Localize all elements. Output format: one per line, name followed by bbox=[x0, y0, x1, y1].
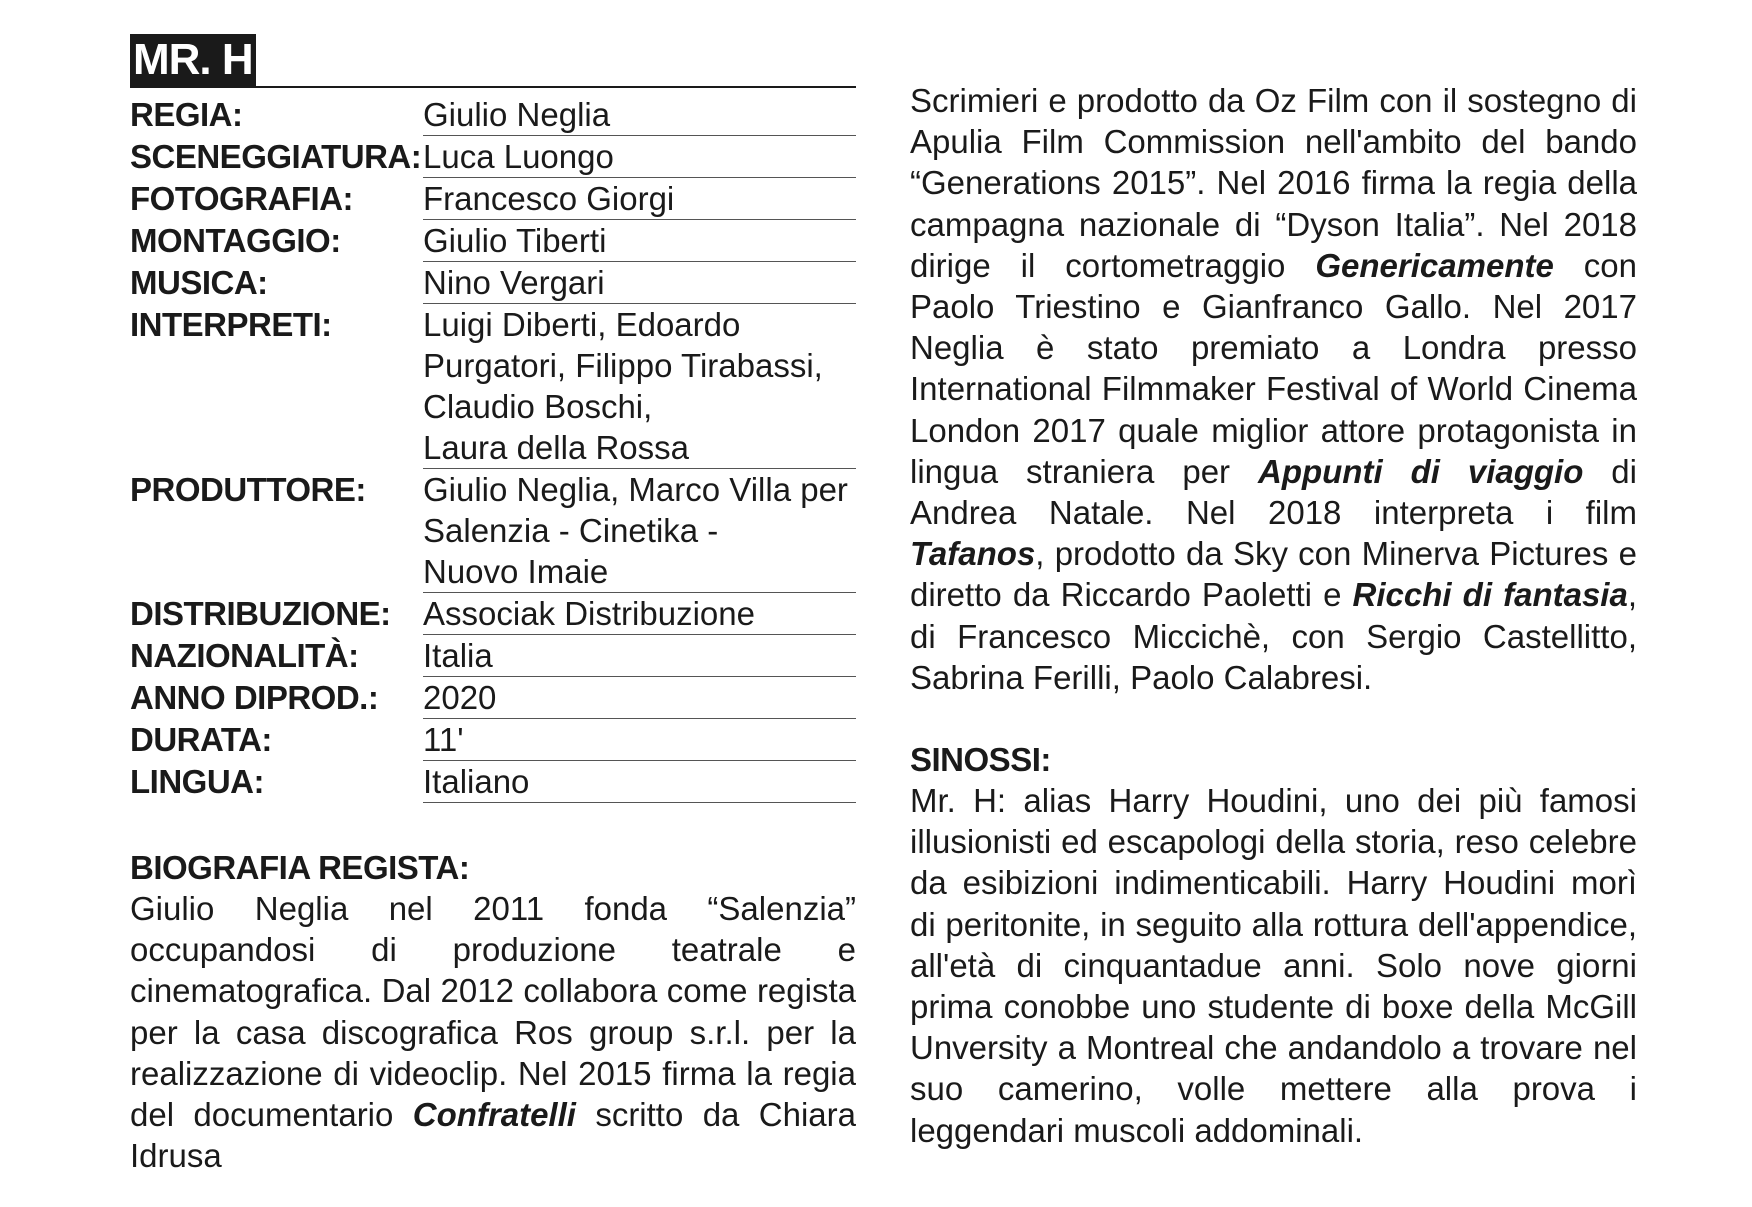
credit-label: MONTAGGIO: bbox=[130, 222, 341, 259]
credit-label: REGIA: bbox=[130, 96, 243, 133]
film-title-tafanos: Tafanos bbox=[910, 535, 1036, 573]
biografia-text: di Andrea Natale. Nel 2018 interpreta i film bbox=[910, 452, 1637, 532]
credit-value: Giulio Tiberti bbox=[423, 220, 856, 262]
biografia-paragraph-1 bbox=[130, 888, 856, 1176]
credit-label: DURATA: bbox=[130, 721, 272, 758]
biografia-text: Giulio Neglia nel 2011 fonda “Salenzia” occupandosi di produzione teatrale e cinematografica. Dal 2012 collabora come regista per la casa discografica Ros group s.r.l. per la realizzazione di videoclip. Nel 2015 firma la regia del documentario bbox=[130, 890, 856, 1134]
credit-value: Francesco Giorgi bbox=[423, 178, 856, 220]
credits-table bbox=[130, 94, 856, 803]
biografia-paragraph-2 bbox=[910, 80, 1637, 698]
title-bar bbox=[130, 34, 856, 88]
credit-row-nazionalita bbox=[130, 635, 856, 677]
biografia-text: , di Francesco Miccichè, con Sergio Castellitto, Sabrina Ferilli, Paolo Calabresi. bbox=[910, 576, 1637, 696]
biografia-text: Scrimieri e prodotto da Oz Film con il sostegno di Apulia Film Commission nell'ambito del bando “Generations 2015”. Nel 2016 firma la regia della campagna nazionale di “Dyson Italia”. Nel 2018 dirige il cortometraggio bbox=[910, 82, 1637, 284]
credit-label: DISTRIBUZIONE: bbox=[130, 595, 391, 632]
credit-row-interpreti bbox=[130, 304, 856, 469]
credit-value: Associak Distribuzione bbox=[423, 593, 856, 635]
biografia-heading: BIOGRAFIA REGISTA: bbox=[130, 849, 470, 886]
credit-label: INTERPRETI: bbox=[130, 306, 332, 343]
film-title-confratelli: Confratelli bbox=[412, 1096, 576, 1134]
credit-label: PRODUTTORE: bbox=[130, 471, 366, 508]
credit-label: LINGUA: bbox=[130, 763, 264, 800]
credit-value: Giulio Neglia, Marco Villa per Salenzia - Cinetika - Nuovo Imaie bbox=[423, 469, 856, 593]
film-title-genericamente: Genericamente bbox=[1315, 246, 1554, 284]
credit-row-anno bbox=[130, 677, 856, 719]
credit-value: Italia bbox=[423, 635, 856, 677]
biografia-text: con Paolo Triestino e Gianfranco Gallo. Nel 2017 Neglia è stato premiato a Londra presso International Filmmaker Festival of World Cinema London 2017 quale miglior attore protagonista in lingua straniera per bbox=[910, 246, 1637, 490]
credit-value: Giulio Neglia bbox=[423, 94, 856, 136]
credit-label: SCENEGGIATURA: bbox=[130, 138, 422, 175]
credit-label: ANNO DIPROD.: bbox=[130, 679, 379, 716]
credit-label: MUSICA: bbox=[130, 264, 268, 301]
biografia-text: scritto da Chiara Idrusa bbox=[130, 1096, 856, 1175]
credit-value: Luigi Diberti, Edoardo Purgatori, Filippo Tirabassi, Claudio Boschi, Laura della Rossa bbox=[423, 304, 856, 469]
film-title-appunti-di-viaggio: Appunti di viaggio bbox=[1258, 452, 1584, 490]
credit-value: Italiano bbox=[423, 761, 856, 803]
credit-label: FOTOGRAFIA: bbox=[130, 180, 354, 217]
credit-label: NAZIONALITÀ: bbox=[130, 637, 359, 674]
film-title-ricchi-di-fantasia: Ricchi di fantasia bbox=[1352, 576, 1628, 614]
credit-row-fotografia bbox=[130, 178, 856, 220]
credit-value: Luca Luongo bbox=[423, 136, 856, 178]
credit-value: Nino Vergari bbox=[423, 262, 856, 304]
left-column bbox=[130, 34, 856, 1176]
sinossi-paragraph: Mr. H: alias Harry Houdini, uno dei più famosi illusionisti ed escapologi della storia, reso celebre da esibizioni indimenticabili. Harry Houdini morì di peritonite, in seguito alla rottura dell'appendice, all'età di cinquantadue anni. Solo nove giorni prima conobbe uno studente di boxe della McGill Unversity a Montreal che andandolo a trovare nel suo camerino, volle mettere alla prova i leggendari muscoli addominali. bbox=[910, 782, 1637, 1149]
credit-value: 11' bbox=[423, 719, 856, 761]
credit-row-sceneggiatura bbox=[130, 136, 856, 178]
film-title: MR. H bbox=[130, 34, 256, 86]
credit-row-montaggio bbox=[130, 220, 856, 262]
credit-row-lingua bbox=[130, 761, 856, 803]
right-column bbox=[910, 80, 1637, 1151]
credit-row-musica bbox=[130, 262, 856, 304]
biografia-text: , prodotto da Sky con Minerva Pictures e diretto da Riccardo Paoletti e bbox=[910, 535, 1637, 614]
credit-row-produttore bbox=[130, 469, 856, 593]
sinossi-heading: SINOSSI: bbox=[910, 741, 1051, 779]
credit-row-distribuzione bbox=[130, 593, 856, 635]
credit-row-regia bbox=[130, 94, 856, 136]
credit-row-durata bbox=[130, 719, 856, 761]
credit-value: 2020 bbox=[423, 677, 856, 719]
